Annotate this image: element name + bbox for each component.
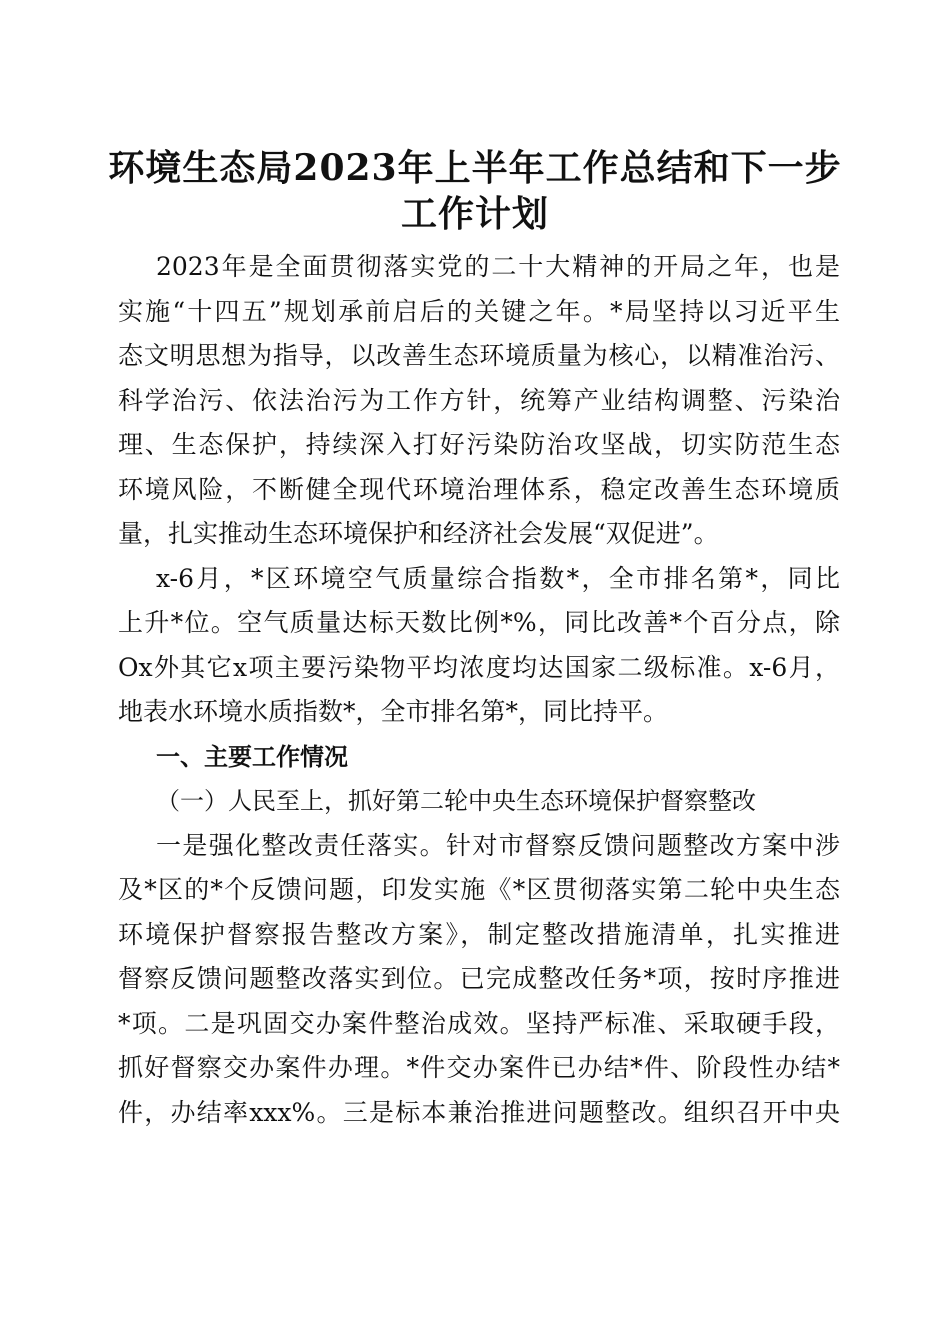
document-title-line-1: 环境生态局2023年上半年工作总结和下一步: [108, 147, 842, 189]
paragraph-3-line: 一是强化整改责任落实。针对市督察反馈问题整改方案中涉: [156, 830, 840, 860]
paragraph-1-line: 量，扎实推动生态环境保护和经济社会发展“双促进”。: [118, 519, 719, 548]
paragraph-1-line: 理、生态保护，持续深入打好污染防治攻坚战，切实防范生态: [118, 430, 840, 459]
document-body: [118, 245, 840, 1135]
paragraph-1-line: 实施“十四五”规划承前启后的关键之年。*局坚持以习近平生: [118, 296, 840, 326]
paragraph-1-line: 2023年是全面贯彻落实党的二十大精神的开局之年，也是: [156, 252, 840, 281]
paragraph-2-line: Ox外其它x项主要污染物平均浓度均达国家二级标准。x-6月，: [118, 652, 840, 682]
paragraph-2-line: 地表水环境水质指数*，全市排名第*，同比持平。: [118, 697, 669, 726]
paragraph-3-line: 件，办结率xxx%。三是标本兼治推进问题整改。组织召开中央: [118, 1097, 840, 1127]
section-heading: 一、主要工作情况: [156, 742, 348, 771]
document-title-line-2: 工作计划: [400, 193, 549, 235]
paragraph-3-line: *项。二是巩固交办案件整治成效。坚持严标准、采取硬手段，: [118, 1008, 840, 1038]
section-subheading: （一）人民至上，抓好第二轮中央生态环境保护督察整改: [156, 787, 756, 815]
paragraph-1-line: 态文明思想为指导，以改善生态环境质量为核心，以精准治污、: [118, 341, 840, 370]
paragraph-3-line: 及*区的*个反馈问题，印发实施《*区贯彻落实第二轮中央生态: [118, 875, 840, 904]
paragraph-1-line: 科学治污、依法治污为工作方针，统筹产业结构调整、污染治: [118, 385, 840, 415]
paragraph-3-line: 环境保护督察报告整改方案》，制定整改措施清单，扎实推进: [118, 919, 840, 949]
paragraph-1-line: 环境风险，不断健全现代环境治理体系，稳定改善生态环境质: [118, 474, 840, 504]
paragraph-3-line: 抓好督察交办案件办理。*件交办案件已办结*件、阶段性办结*: [118, 1053, 840, 1082]
paragraph-3-line: 督察反馈问题整改落实到位。已完成整改任务*项，按时序推进: [118, 964, 840, 993]
paragraph-2-line: 上升*位。空气质量达标天数比例*%，同比改善*个百分点，除: [118, 608, 840, 637]
paragraph-2-line: x-6月，*区环境空气质量综合指数*，全市排名第*，同比: [156, 563, 840, 593]
